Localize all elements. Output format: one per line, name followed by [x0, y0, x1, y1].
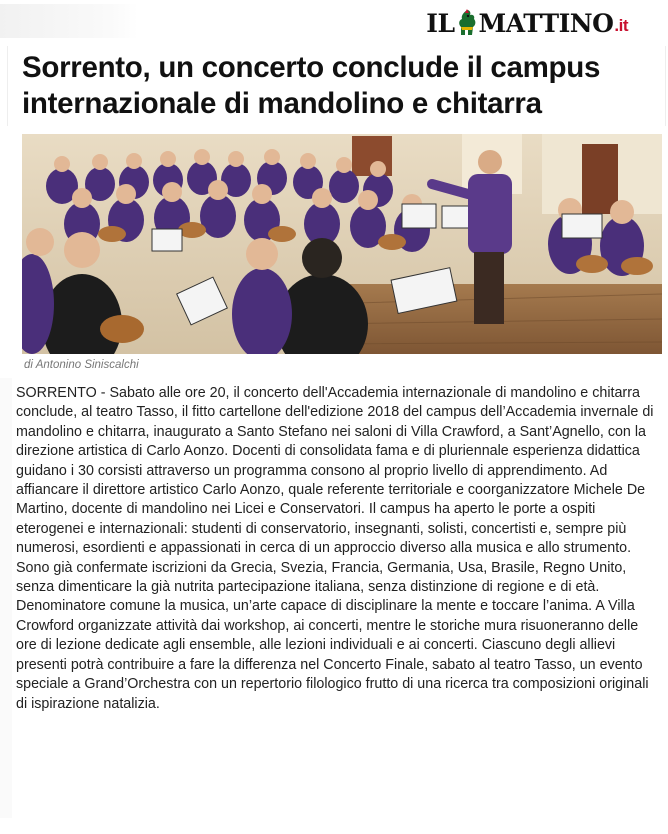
article-body: SORRENTO - Sabato alle ore 20, il concerto dell'Accademia internazionale di mandolino e chitarra conclude, al teatro Tasso, il fitto cartellone dell'edizione 2018 del campus dell’Accademia invernale di mandolino e chitarra, inaugurato a Santo Stefano nei saloni di Villa Crawford, a Sant’Agnello, con la direzione artistica di Carlo Aonzo. Docenti di consolidata fama e di pluriennale esperienza didattica guidano i 30 corsisti attraverso un programma consono al proprio livello di apprendimento. Ad affiancare il direttore artistico Carlo Aonzo, quale referente territoriale e coorganizzatore Michele De Martino, docente di mandolino nei Licei e Conservatori. Il campus ha aperto le porte a ospiti eterogenei e internazionali: studenti di conservatorio, insegnanti, solisti, concertisti e, sempre più numerosi, esordienti e appassionati in cerca di un approccio diverso alla musica e allo strumento. Sono già confermate iscrizioni da Grecia, Svezia, Francia, Germania, Usa, Brasile, Regno Unito, senza dimenticare la già nutrita partecipazione italiana, senza distinzione di regione e di età. Denominatore comune la musica, un’arte capace di disciplinare la mente e toccare l’anima. A Villa Crowford organizzate attività dai workshop, ai concerti, mentre le storiche mura risuoneranno delle ore di lezione dedicate agli ensemble, alle lezioni individuali e ai concerti. Ciascuno degli allievi presenti potrà contribuire a fare la differenza nel Concerto Finale, sabato al teatro Tasso, un evento speciale a Grand’Orchestra con un repertorio filologico frutto di una ricerca tra composizioni originali di ispirazione natalizia. [16, 384, 656, 714]
photo-credit: di Antonino Siniscalchi [24, 359, 139, 371]
site-logo[interactable] [426, 6, 628, 40]
article-headline: Sorrento, un concerto conclude il campus internazionale di mandolino e chitarra [22, 51, 601, 120]
logo-il-text: IL [426, 8, 455, 38]
masthead-left-fade [0, 4, 138, 38]
masthead-bar [0, 0, 668, 46]
article-photo [22, 134, 662, 354]
rooster-icon [456, 8, 478, 38]
orchestra-photo-illustration [22, 134, 662, 354]
logo-mattino-text: MATTINO [478, 8, 614, 38]
logo-tld-text: .it [614, 16, 628, 35]
